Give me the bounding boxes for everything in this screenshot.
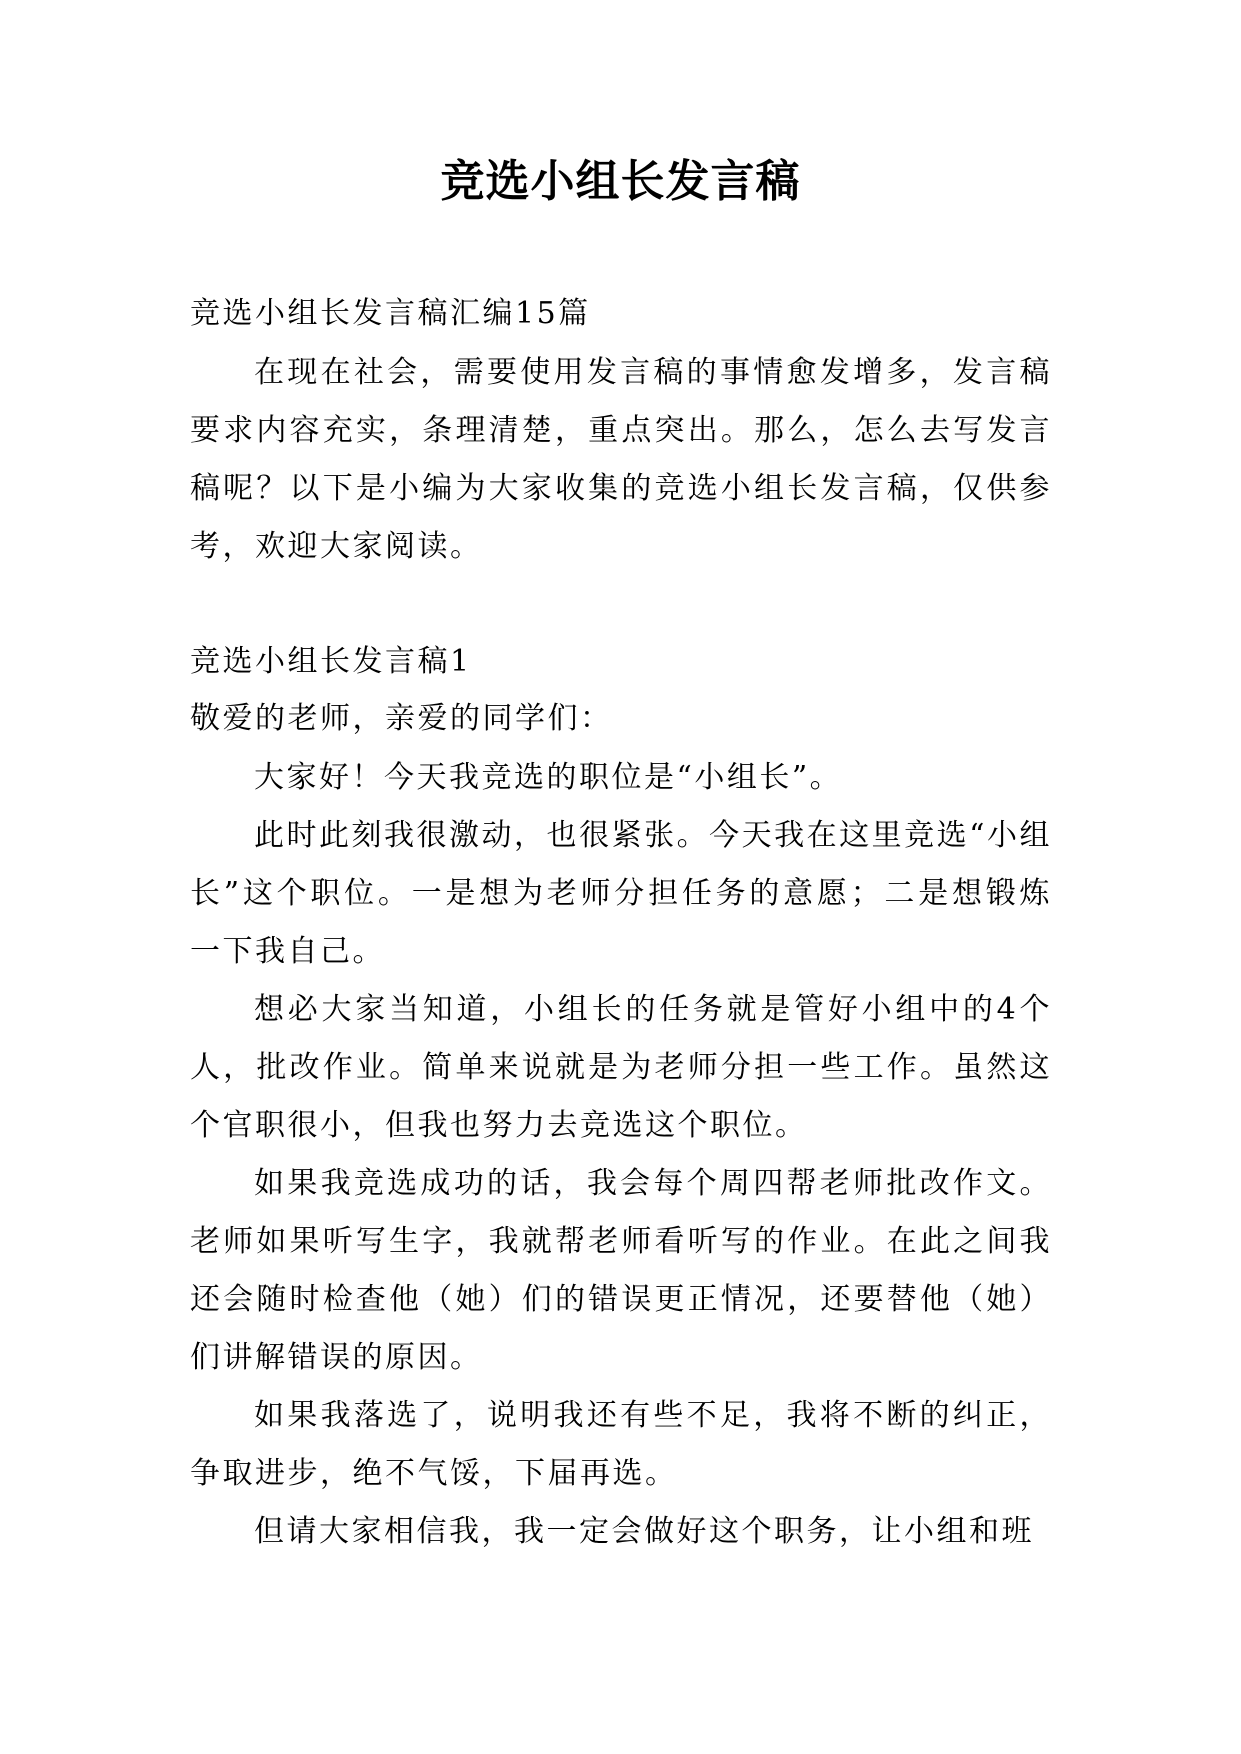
salutation: 敬爱的老师，亲爱的同学们： [190,701,613,736]
document-title: 竞选小组长发言稿 [440,156,801,207]
paragraph: 如果我竞选成功的话，我会每个周四帮老师批改作文。老师如果听写生字，我就帮老师看听写的作业。在此之间我还会随时检查他（她）们的错误更正情况，还要替他（她）们讲解错误的原因。 [190,1166,1052,1375]
paragraph: 但请大家相信我，我一定会做好这个职务，让小组和班 [254,1514,1034,1549]
section-heading: 竞选小组长发言稿1 [190,644,472,679]
speech-body [190,749,1052,1561]
intro-heading: 竞选小组长发言稿汇编15篇 [190,296,591,331]
paragraph: 大家好！今天我竞选的职位是“小组长”。 [254,760,843,795]
intro-paragraph: 在现在社会，需要使用发言稿的事情愈发增多，发言稿要求内容充实，条理清楚，重点突出。那么，怎么去写发言稿呢？以下是小编为大家收集的竞选小组长发言稿，仅供参考，欢迎大家阅读。 [190,355,1052,564]
paragraph: 如果我落选了，说明我还有些不足，我将不断的纠正，争取进步，绝不气馁，下届再选。 [190,1398,1052,1491]
paragraph: 此时此刻我很激动，也很紧张。今天我在这里竞选“小组长”这个职位。一是想为老师分担任务的意愿；二是想锻炼一下我自己。 [190,818,1052,969]
paragraph: 想必大家当知道，小组长的任务就是管好小组中的4个人，批改作业。简单来说就是为老师分担一些工作。虽然这个官职很小，但我也努力去竞选这个职位。 [190,992,1052,1143]
